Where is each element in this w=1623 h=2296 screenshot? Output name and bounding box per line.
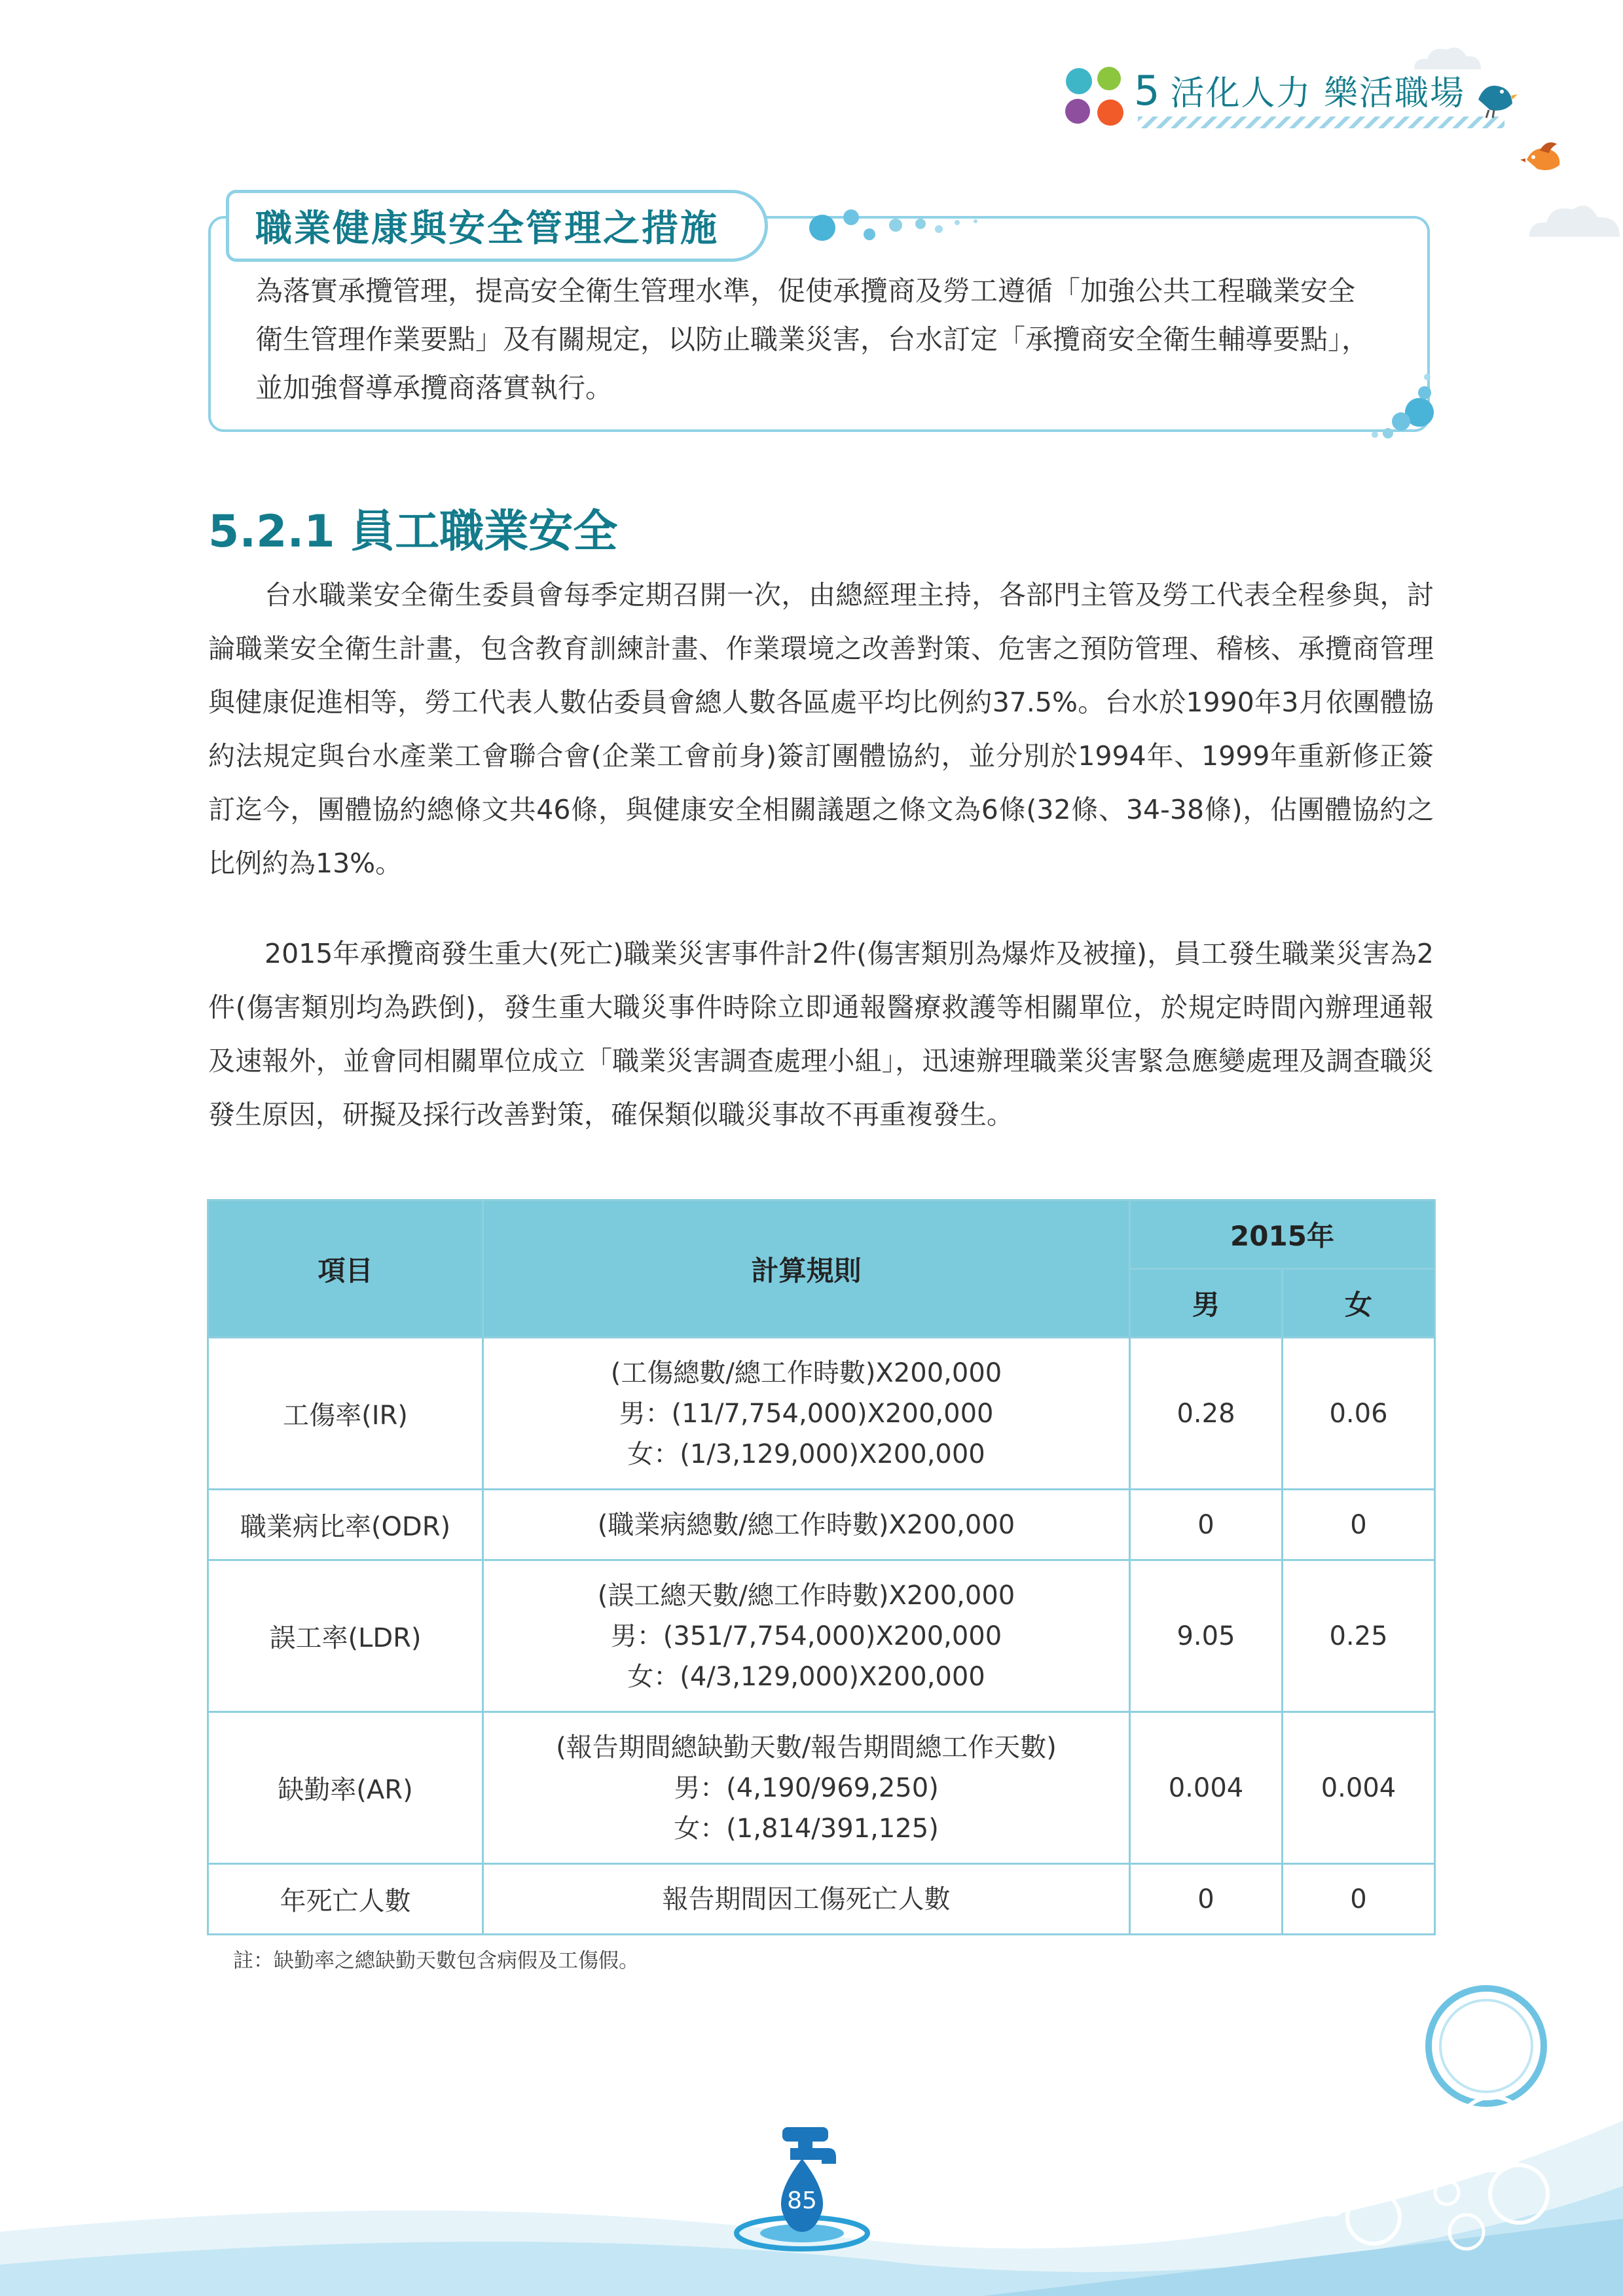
- row-rule: [483, 1490, 1130, 1560]
- header-item: 項目: [208, 1200, 483, 1338]
- paragraph: 台水職業安全衛生委員會每季定期召開一次，由總經理主持，各部門主管及勞工代表全程參與，討論職業安全衛生計畫，包含教育訓練計畫、作業環境之改善對策、危害之預防管理、稽核、承攬商管理與健康促進相等，勞工代表人數佔委員會總人數各區處平均比例約37.5%。台水於1990年3月依團體協約法規定與台水產業工會聯合會(企業工會前身)簽訂團體協約，並分別於1994年、1999年重新修正簽訂迄今，團體協約總條文共46條，與健康安全相關議題之條文為6條(32條、34-38條)，佔團體協約之比例約為13%。: [208, 579, 1434, 879]
- row-male: 0.004: [1130, 1712, 1283, 1864]
- rule-line: 女：(1/3,129,000)X200,000: [627, 1439, 985, 1469]
- row-item: 年死亡人數: [208, 1864, 483, 1935]
- intro-box-tab: [226, 190, 768, 262]
- rule-line: 男：(11/7,754,000)X200,000: [619, 1398, 994, 1429]
- row-item: 誤工率(LDR): [208, 1560, 483, 1712]
- row-female: 0: [1283, 1864, 1435, 1935]
- row-female: 0: [1283, 1490, 1435, 1560]
- row-rule: [483, 1560, 1130, 1712]
- table-row: [208, 1490, 1435, 1560]
- safety-stats-table: [207, 1199, 1436, 1935]
- rule-line: 男：(4,190/969,250): [674, 1772, 939, 1803]
- bird-icon: [1520, 137, 1570, 178]
- intro-box-title: 職業健康與安全管理之措施: [255, 207, 719, 250]
- row-male: 0: [1130, 1864, 1283, 1935]
- rule-line: (工傷總數/總工作時數)X200,000: [610, 1357, 1002, 1388]
- bird-icon: [1473, 76, 1519, 119]
- row-rule: [483, 1864, 1130, 1935]
- table-note: 註：缺勤率之總缺勤天數包含病假及工傷假。: [233, 1949, 639, 1973]
- row-female: 0.004: [1283, 1712, 1435, 1864]
- table-row: [208, 1712, 1435, 1864]
- section-heading: 5.2.1 員工職業安全: [208, 506, 618, 558]
- header-male: 男: [1130, 1269, 1283, 1338]
- cloud-icon: [1408, 41, 1486, 73]
- row-male: 9.05: [1130, 1560, 1283, 1712]
- paragraph: 2015年承攬商發生重大(死亡)職業災害事件計2件(傷害類別為爆炸及被撞)，員工發生職業災害為2件(傷害類別均為跌倒)，發生重大職災事件時除立即通報醫療救護等相關單位，於規定時間內辦理通報及速報外，並會同相關單位成立「職業災害調查處理小組」，迅速辦理職業災害緊急應變處理及調查職災發生原因，研擬及採行改善對策，確保類似職災事故不再重複發生。: [208, 938, 1434, 1130]
- header-rule: 計算規則: [483, 1200, 1130, 1338]
- row-female: 0.06: [1283, 1338, 1435, 1490]
- rule-line: 女：(1,814/391,125): [674, 1813, 939, 1844]
- rule-line: 男：(351/7,754,000)X200,000: [610, 1621, 1002, 1651]
- chapter-name: 活化人力 樂活職場: [1170, 74, 1465, 113]
- flower-logo-icon: [1059, 63, 1133, 131]
- rule-line: 女：(4/3,129,000)X200,000: [627, 1661, 985, 1692]
- row-male: 0: [1130, 1490, 1283, 1560]
- table-row: [208, 1864, 1435, 1935]
- page-number: 85: [787, 2187, 817, 2214]
- bubble-icon: [804, 196, 987, 249]
- chapter-number: 5: [1134, 67, 1161, 115]
- row-item: 職業病比率(ODR): [208, 1490, 483, 1560]
- header-female: 女: [1283, 1269, 1435, 1338]
- rule-line: 報告期間因工傷死亡人數: [662, 1884, 951, 1914]
- header-year: 2015年: [1130, 1200, 1435, 1269]
- cloud-icon: [1525, 196, 1623, 240]
- table-row: [208, 1560, 1435, 1712]
- row-item: 缺勤率(AR): [208, 1712, 483, 1864]
- table-row: [208, 1338, 1435, 1490]
- header-stripe: [1138, 117, 1504, 128]
- row-rule: [483, 1712, 1130, 1864]
- rule-line: (職業病總數/總工作時數)X200,000: [597, 1509, 1015, 1540]
- row-female: 0.25: [1283, 1560, 1435, 1712]
- intro-box-text: 為落實承攬管理，提高安全衛生管理水準，促使承攬商及勞工遵循「加強公共工程職業安全衛生管理作業要點」及有關規定，以防止職業災害，台水訂定「承攬商安全衛生輔導要點」，並加強督導承攬商落實執行。: [255, 275, 1370, 404]
- rule-line: (誤工總天數/總工作時數)X200,000: [597, 1580, 1015, 1611]
- row-male: 0.28: [1130, 1338, 1283, 1490]
- bubble-icon: [1303, 1977, 1578, 2251]
- row-rule: [483, 1338, 1130, 1490]
- row-item: 工傷率(IR): [208, 1338, 483, 1490]
- rule-line: (報告期間總缺勤天數/報告期間總工作天數): [556, 1732, 1057, 1763]
- water-faucet-icon: [730, 2121, 874, 2251]
